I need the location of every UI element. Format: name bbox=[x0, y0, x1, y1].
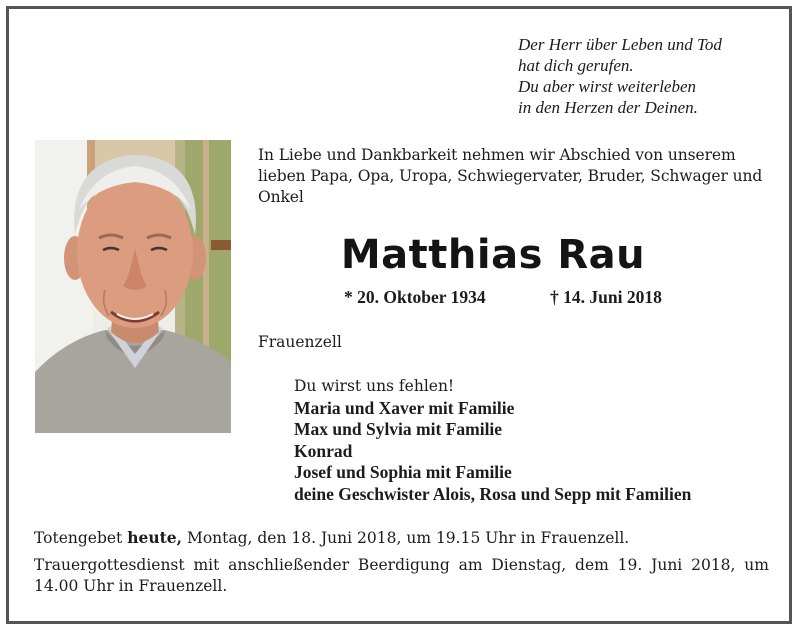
intro-text: In Liebe und Dankbarkeit nehmen wir Abschied von unserem lieben Papa, Opa, Uropa, Schwiegervater, Bruder, Schwager und Onkel bbox=[258, 146, 763, 206]
mourner-name: Max und Sylvia mit Familie bbox=[294, 419, 503, 439]
verse bbox=[518, 34, 788, 118]
prayer-prefix: Totengebet bbox=[34, 529, 128, 547]
prayer-notice bbox=[34, 527, 769, 549]
funeral-notice: Trauergottesdienst mit anschließender Beerdigung am Dienstag, dem 19. Juni 2018, um 14.00 Uhr in Frauenzell. bbox=[34, 556, 769, 595]
prayer-details: Montag, den 18. Juni 2018, um 19.15 Uhr in Frauenzell. bbox=[182, 529, 630, 547]
mourner-name: Konrad bbox=[294, 440, 353, 461]
verse-line: hat dich gerufen. bbox=[518, 56, 634, 75]
service-notices bbox=[34, 527, 769, 603]
verse-line: Du aber wirst weiterleben bbox=[518, 77, 697, 96]
portrait-photo bbox=[35, 140, 231, 433]
death-date: † 14. Juni 2018 bbox=[550, 287, 662, 307]
mourner-name: Maria und Xaver mit Familie bbox=[294, 397, 515, 418]
mourner-name: deine Geschwister Alois, Rosa und Sepp mit Familien bbox=[294, 483, 692, 504]
prayer-day-highlight: heute, bbox=[127, 528, 183, 547]
mourners-list bbox=[294, 376, 691, 505]
farewell-line: Du wirst uns fehlen! bbox=[294, 377, 455, 395]
verse-line: Der Herr über Leben und Tod bbox=[518, 35, 722, 54]
mourner-name: Josef und Sophia mit Familie bbox=[294, 462, 512, 482]
hometown: Frauenzell bbox=[258, 333, 342, 351]
birth-date: * 20. Oktober 1934 bbox=[344, 287, 486, 307]
deceased-name: Matthias Rau bbox=[340, 232, 646, 278]
verse-line: in den Herzen der Deinen. bbox=[518, 98, 698, 117]
